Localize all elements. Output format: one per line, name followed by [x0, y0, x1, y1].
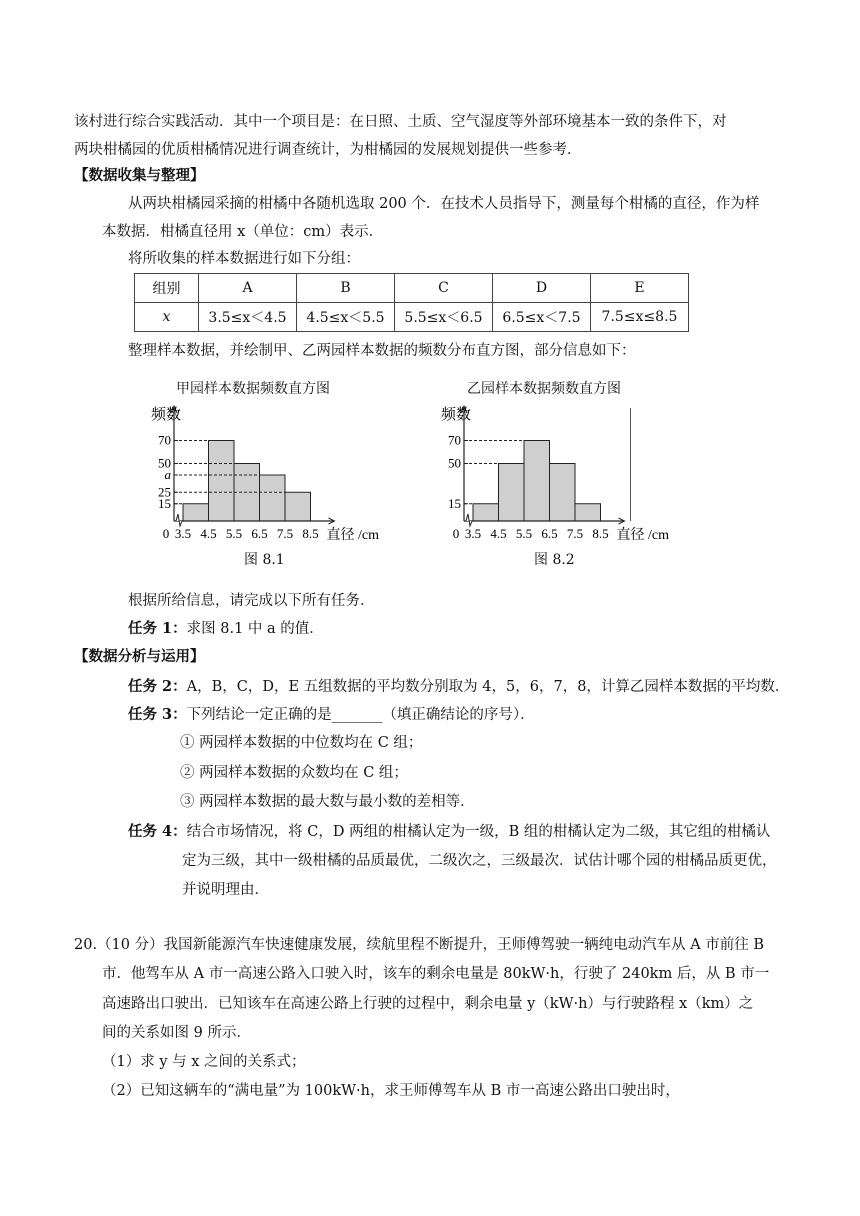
- x-axis-label: 直径 /cm: [616, 528, 669, 543]
- table-header-group: 组别: [135, 274, 199, 303]
- y-tick-label: 50: [158, 455, 171, 471]
- task-3-option-1: ① 两园样本数据的中位数均在 C 组；: [180, 735, 423, 751]
- task-1-text: 求图 8.1 中 a 的值．: [186, 621, 324, 637]
- x-tick-label: 4.5: [200, 526, 217, 541]
- table-header-x: x: [135, 303, 199, 332]
- x-tick-label: 0: [452, 526, 460, 541]
- section-heading-data-collection: 【数据收集与整理】: [74, 167, 205, 184]
- q20-line-2: 市．他驾车从 A 市一高速公路入口驶入时，该车的剩余电量是 80kW·h，行驶了 240km 后，从 B 市一: [102, 966, 770, 982]
- y-axis-label: 频数: [440, 407, 472, 423]
- x-tick-label: 0: [162, 526, 170, 541]
- table-cell-group-b: B: [297, 274, 395, 303]
- table-cell-range-d: 6.5≤x＜7.5: [493, 303, 591, 332]
- chart-2-histogram: [420, 400, 690, 550]
- histogram-bar: [285, 492, 311, 521]
- task-4-line-3: 并说明理由．: [182, 882, 269, 898]
- y-tick-label: 15: [448, 495, 461, 511]
- y-tick-label: 70: [158, 432, 171, 448]
- task-4-line-1: [128, 822, 770, 842]
- task-2-text: A，B，C，D，E 五组数据的平均数分别取为 4，5，6，7，8，计算乙园样本数据的平均数．: [186, 679, 790, 695]
- section1-paragraph-1a: 从两块柑橘园采摘的柑橘中各随机选取 200 个．在技术人员指导下，测量每个柑橘的直径，作为样: [128, 196, 760, 212]
- y-axis-label: 频数: [150, 407, 182, 423]
- table-row-ranges: [135, 303, 689, 332]
- histogram-bar: [550, 464, 576, 522]
- chart-2-title: 乙园样本数据频数直方图: [467, 381, 621, 397]
- x-tick-label: 5.5: [515, 526, 533, 541]
- histogram-bar: [183, 504, 209, 521]
- chart-1-histogram: [130, 400, 400, 550]
- x-tick-label: 3.5: [464, 526, 482, 541]
- section-heading-analysis: 【数据分析与运用】: [74, 648, 205, 665]
- task-4-label: 任务 4：: [128, 823, 187, 840]
- task-3-label: 任务 3：: [128, 706, 187, 723]
- task-3: [128, 705, 535, 725]
- histogram-bar: [473, 504, 499, 521]
- x-tick-label: 7.5: [276, 526, 294, 541]
- table-cell-group-c: C: [395, 274, 493, 303]
- task-1-label: 任务 1：: [128, 620, 187, 637]
- task-3-text: 下列结论一定正确的是_______（填正确结论的序号）．: [186, 707, 535, 723]
- grouping-table: [134, 273, 689, 332]
- x-tick-label: 8.5: [302, 526, 319, 541]
- x-tick-label: 7.5: [566, 526, 584, 541]
- x-tick-label: 6.5: [541, 526, 558, 541]
- intro-line-2: 两块柑橘园的优质柑橘情况进行调查统计，为柑橘园的发展规划提供一些参考．: [74, 142, 582, 158]
- table-cell-range-a: 3.5≤x＜4.5: [199, 303, 297, 332]
- task-4-line-2: 定为三级，其中一级柑橘的品质最优，二级次之，三级最次．试估计哪个园的柑橘品质更优，: [182, 853, 777, 869]
- y-tick-label: a: [164, 467, 171, 482]
- y-tick-label: 25: [158, 484, 171, 500]
- intro-line-1: 该村进行综合实践活动．其中一个项目是：在日照、土质、空气湿度等外部环境基本一致的条件下，对: [74, 114, 727, 130]
- table-cell-group-a: A: [199, 274, 297, 303]
- figure-label-8-1: 图 8.1: [244, 552, 285, 568]
- task-2: [128, 677, 789, 697]
- section1-paragraph-1b: 本数据．柑橘直径用 x（单位：cm）表示．: [102, 224, 384, 240]
- task-3-option-3: ③ 两园样本数据的最大数与最小数的差相等．: [180, 794, 475, 810]
- y-tick-label: 70: [448, 432, 461, 448]
- y-tick-label: 15: [158, 495, 171, 511]
- histogram-bar: [575, 504, 601, 521]
- task-4-text-a: 结合市场情况，将 C，D 两组的柑橘认定为一级，B 组的柑橘认定为二级，其它组的柑橘认: [186, 824, 771, 840]
- x-axis-label: 直径 /cm: [326, 528, 379, 543]
- q20-line-1: 20.（10 分）我国新能源汽车快速健康发展，续航里程不断提升，王师傅驾驶一辆纯电动汽车从 A 市前往 B: [74, 937, 765, 953]
- x-tick-label: 6.5: [251, 526, 268, 541]
- tasks-intro: 根据所给信息，请完成以下所有任务．: [128, 593, 375, 609]
- table-cell-range-c: 5.5≤x＜6.5: [395, 303, 493, 332]
- figure-label-8-2: 图 8.2: [534, 552, 575, 568]
- table-cell-group-e: E: [591, 274, 689, 303]
- chart-1-title: 甲园样本数据频数直方图: [176, 381, 330, 397]
- histogram-bar: [524, 441, 550, 522]
- table-cell-range-e: 7.5≤x≤8.5: [591, 303, 689, 332]
- histogram-bar: [209, 441, 235, 522]
- x-tick-label: 8.5: [592, 526, 609, 541]
- q20-line-3: 高速路出口驶出．已知该车在高速公路上行驶的过程中，剩余电量 y（kW·h）与行驶路程 x（km）之: [102, 996, 754, 1012]
- section1-paragraph-3: 整理样本数据，并绘制甲、乙两园样本数据的频数分布直方图，部分信息如下：: [128, 343, 636, 359]
- y-tick-label: 50: [448, 455, 461, 471]
- axis-break: [176, 514, 182, 526]
- table-cell-group-d: D: [493, 274, 591, 303]
- section1-paragraph-2: 将所收集的样本数据进行如下分组：: [128, 251, 360, 267]
- axis-break: [466, 514, 472, 526]
- q20-line-4: 间的关系如图 9 所示．: [102, 1025, 251, 1041]
- table-cell-range-b: 4.5≤x＜5.5: [297, 303, 395, 332]
- task-1: [128, 619, 324, 639]
- x-tick-label: 4.5: [490, 526, 507, 541]
- q20-line-6: （2）已知这辆车的“满电量”为 100kW·h，求王师傅驾车从 B 市一高速公路出口驶出时，: [102, 1083, 680, 1099]
- task-2-label: 任务 2：: [128, 678, 187, 695]
- histogram-bar: [499, 464, 525, 522]
- table-row-group-names: [135, 274, 689, 303]
- x-tick-label: 3.5: [174, 526, 192, 541]
- histogram-bar: [260, 475, 286, 521]
- x-tick-label: 5.5: [225, 526, 243, 541]
- task-3-option-2: ② 两园样本数据的众数均在 C 组；: [180, 765, 408, 781]
- q20-line-5: （1）求 y 与 x 之间的关系式；: [102, 1054, 306, 1070]
